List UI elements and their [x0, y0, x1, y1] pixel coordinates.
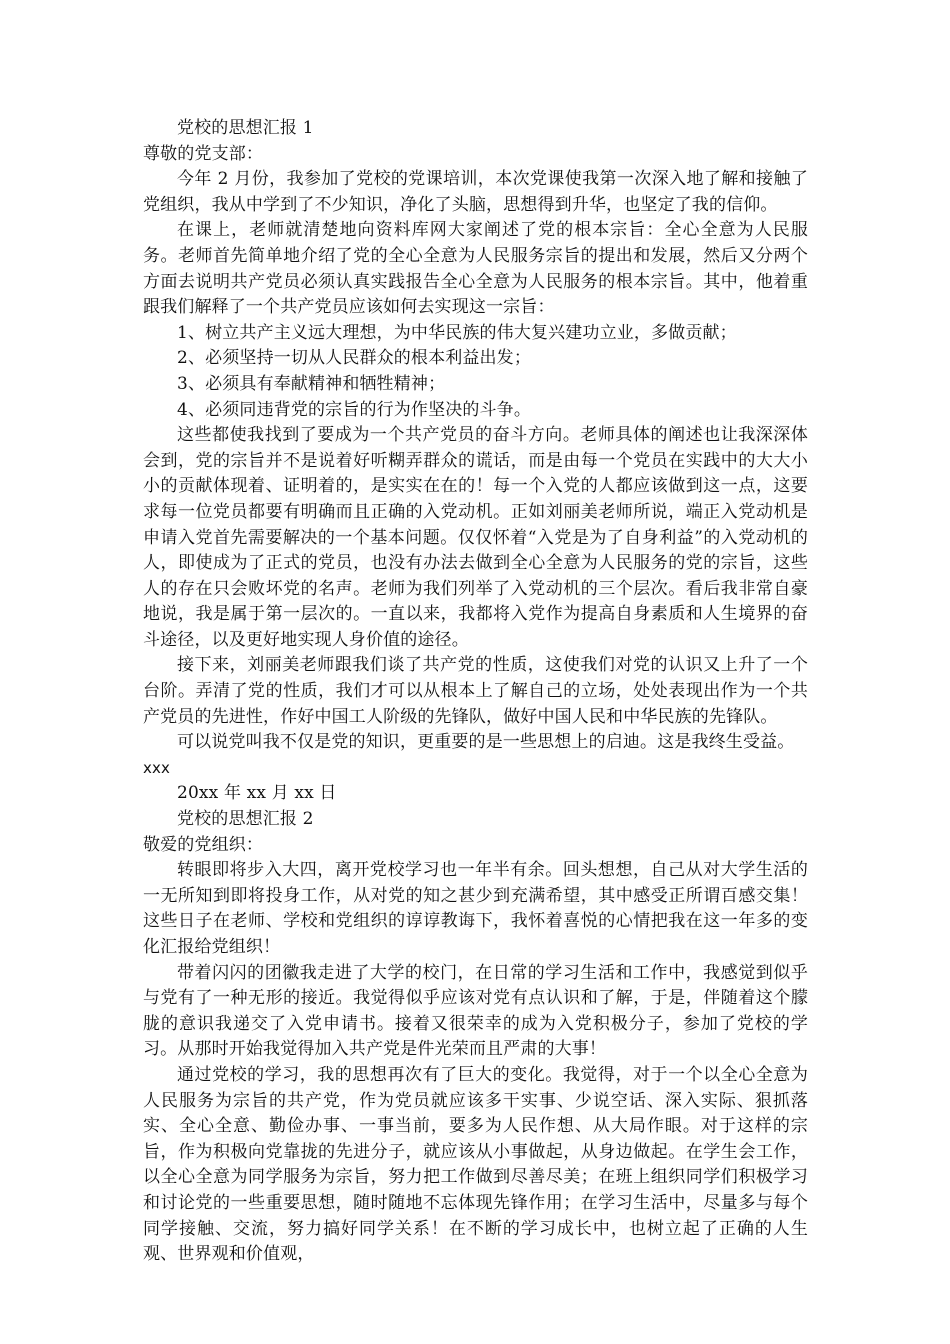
paragraph: 这些都使我找到了要成为一个共产党员的奋斗方向。老师具体的阐述也让我深深体会到，党的宗旨并不是说着好听糊弄群众的谎话，而是由每一个党员在实践中的大大小小的贡献体现着、证明着的，是实实在在的！每一个入党的人都应该做到这一点，这要求每一位党员都要有明确而且正确的入党动机。正如刘丽美老师所说，端正入党动机是申请入党首先需要解决的一个基本问题。仅仅怀着“入党是为了自身利益”的入党动机的人，即使成为了正式的党员，也没有办法去做到全心全意为人民服务的党的宗旨，这些人的存在只会败坏党的名声。老师为我们列举了入党动机的三个层次。看后我非常自豪地说，我是属于第一层次的。一直以来，我都将入党作为提高自身素质和人生境界的奋斗途径，以及更好地实现人身价值的途径。: [143, 425, 808, 650]
report-title-1: 党校的思想汇报 1: [177, 118, 314, 138]
paragraph: 通过党校的学习，我的思想再次有了巨大的变化。我觉得，对于一个以全心全意为人民服务为宗旨的共产党，作为党员就应该多干实事、少说空话、深入实际、狠抓落实、全心全意、勤俭办事、一事当前，要多为人民作想、从大局作眼。对于这样的宗旨，作为积极向党靠拢的先进分子，就应该从小事做起，从身边做起。在学生会工作，以全心全意为同学服务为宗旨，努力把工作做到尽善尽美；在班上组织同学们积极学习和讨论党的一些重要思想，随时随地不忘体现先锋作用；在学习生活中，尽量多与每个同学接触、交流，努力搞好同学关系！在不断的学习成长中，也树立起了正确的人生观、世界观和价值观，: [143, 1064, 808, 1265]
paragraph: 接下来，刘丽美老师跟我们谈了共产党的性质，这使我们对党的认识又上升了一个台阶。弄清了党的性质，我们才可以从根本上了解自己的立场，处处表现出作为一个共产党员的先进性，作好中国工人阶级的先锋队，做好中国人民和中华民族的先锋队。: [143, 655, 808, 727]
signature: xxx: [143, 758, 171, 777]
paragraph: 可以说党叫我不仅是党的知识，更重要的是一些思想上的启迪。这是我终生受益。: [177, 732, 795, 753]
list-item: 2、必须坚持一切从人民群众的根本利益出发；: [177, 348, 531, 369]
paragraph: 在课上，老师就清楚地向资料库网大家阐述了党的根本宗旨：全心全意为人民服务。老师首先简单地介绍了党的全心全意为人民服务宗旨的提出和发展，然后又分两个方面去说明共产党员必须认真实践报告全心全意为人民服务的根本宗旨。其中，他着重跟我们解释了一个共产党员应该如何去实现这一宗旨：: [143, 220, 808, 318]
date-line: 20xx 年 xx 月 xx 日: [177, 783, 337, 804]
list-item: 4、必须同违背党的宗旨的行为作坚决的斗争。: [177, 399, 531, 420]
report-title-2: 党校的思想汇报 2: [177, 809, 314, 830]
list-item: 1、树立共产主义远大理想，为中华民族的伟大复兴建功立业，多做贡献；: [177, 322, 737, 343]
salutation-2: 敬爱的党组织：: [143, 834, 264, 855]
list-item: 3、必须具有奉献精神和牺牲精神；: [177, 373, 446, 394]
paragraph: 转眼即将步入大四，离开党校学习也一年半有余。回头想想，自己从对大学生活的一无所知到即将投身工作，从对党的知之甚少到充满希望，其中感受正所谓百感交集！这些日子在老师、学校和党组织的谆谆教诲下，我怀着喜悦的心情把我在这一年多的变化汇报给党组织！: [143, 860, 808, 957]
document-body: [143, 116, 808, 1268]
salutation-1: 尊敬的党支部：: [143, 143, 264, 164]
paragraph: 今年 2 月份，我参加了党校的党课培训，本次党课使我第一次深入地了解和接触了党组织，我从中学到了不少知识，净化了头脑，思想得到升华，也坚定了我的信仰。: [143, 169, 808, 215]
paragraph: 带着闪闪的团徽我走进了大学的校门，在日常的学习生活和工作中，我感觉到似乎与党有了一种无形的接近。我觉得似乎应该对党有点认识和了解，于是，伴随着这个朦胧的意识我递交了入党申请书。接着又很荣幸的成为入党积极分子，参加了党校的学习。从那时开始我觉得加入共产党是件光荣而且严肃的大事！: [143, 962, 808, 1060]
